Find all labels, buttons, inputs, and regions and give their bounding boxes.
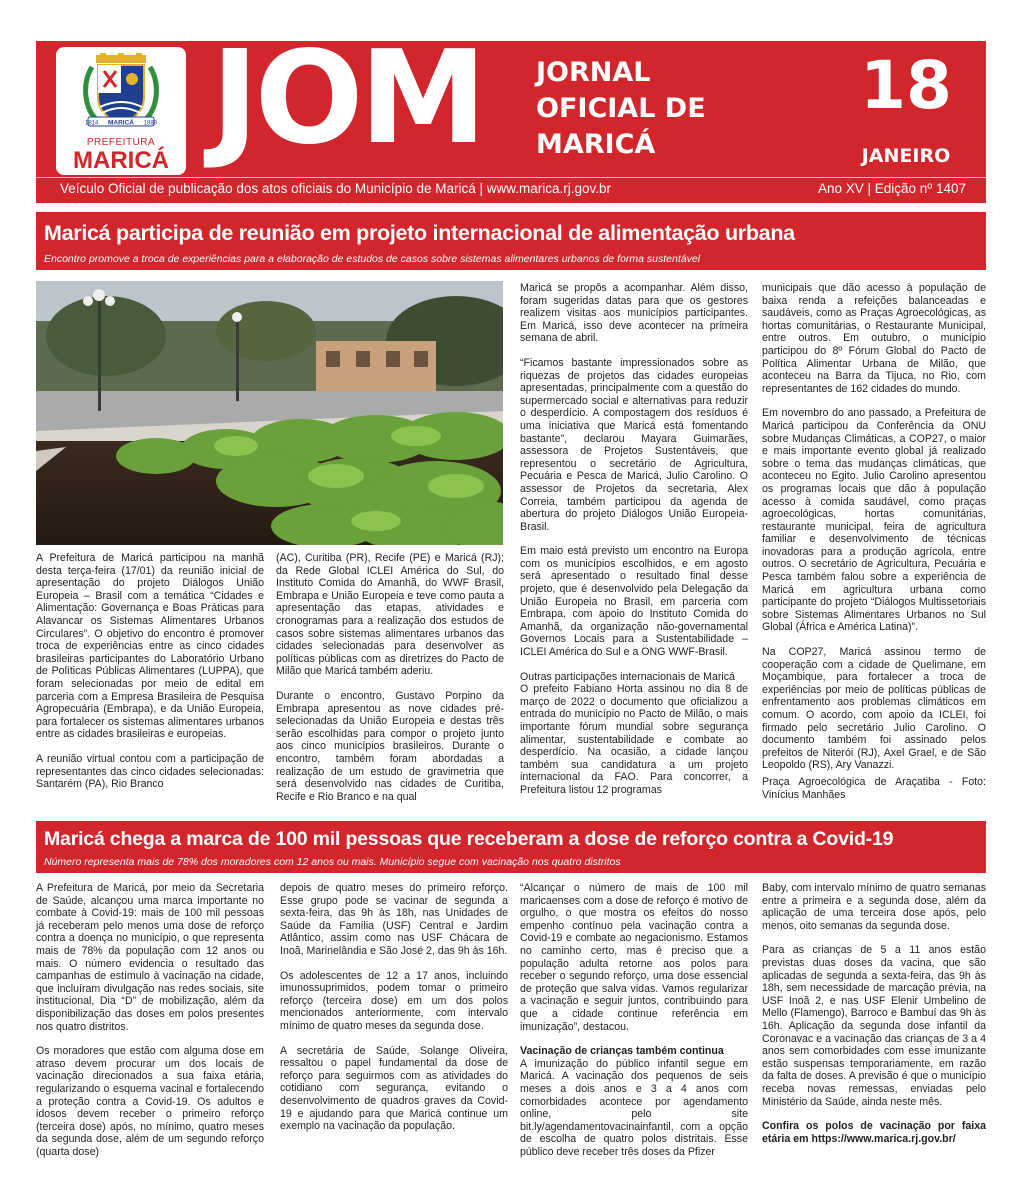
article2-paragraph: A imunização do público infantil segue em Maricá. A vacinação dos pequenos de seis meses a dois anos e 3 a 4 anos com comorbidades acontece por agendamento online, pelo site bit.ly/agendamentovacinainfantil, com a opção de escolha de quatro polos distritais. Esse público deve receber três doses da Pfizer bbox=[520, 1057, 748, 1158]
crest-banner-text bbox=[82, 117, 160, 127]
article2-paragraph: “Alcançar o número de mais de 100 mil maricaenses com a dose de reforço é motivo de orgulho, o que mostra os efeitos do nosso empenho contínuo pela vacinação contra a Covid-19 e combate ao negacionismo. Estamos no caminho certo, mas é preciso que a população adulta retorne aos polos para receber o segundo reforço, uma dose essencial de proteção que salva vidas. Vamos regularizar a vacinação e seguir juntos, contribuindo para que a cidade continue referência em imunização”, destacou. bbox=[520, 882, 748, 1033]
article1-column-1 bbox=[36, 552, 264, 803]
article1-paragraph: Maricá se propôs a acompanhar. Além disso, foram sugeridas datas para que os gestores realizem visitas aos municípios participantes. Em Maricá, isso deve acontecer na primeira semana de abril. bbox=[520, 282, 748, 345]
issue-day: 18 bbox=[860, 47, 952, 124]
svg-text:MARICÁ: MARICÁ bbox=[108, 119, 134, 127]
article2-paragraph: Para as crianças de 5 a 11 anos estão previstas duas doses da vacina, que são aplicadas de segunda a sexta-feira, das 9h às 18h, sem necessidade de marcação prévia, na USF Inoã 2, e nas USF Elenir Umbelino de Mello (Flamengo), Barroco e Bambuí das 9h às 16h. Aplicação da segunda dose infantil da Coronavac e a vacinação das crianças de 3 a 4 anos sem comorbidades com esse imunizante estão suspensas temporariamente, em razão da falta de doses. A previsão é que o município receba novas remessas, enviadas pelo Ministério da Saúde, ainda neste mês. bbox=[762, 944, 986, 1108]
article1-section-heading: Outras participações internacionais de Maricá bbox=[520, 670, 735, 683]
article2-column-4 bbox=[762, 882, 986, 1157]
article2-column-3 bbox=[520, 882, 748, 1170]
issue-month: JANEIRO bbox=[861, 145, 951, 167]
article1-photo bbox=[36, 281, 503, 545]
article2-paragraph: A secretária de Saúde, Solange Oliveira, ressaltou o papel fundamental da dose de reforço para seguirmos com as atividades do cotidiano com segurança, evitando o desenvolvimento de quadros graves da Covid-19 e ajudando para que Maricá continue um exemplo na vacinação da população. bbox=[280, 1044, 508, 1133]
jornal-line-2: OFICIAL DE bbox=[536, 93, 706, 124]
logo-prefeitura-text: PREFEITURA bbox=[86, 137, 156, 148]
svg-text:1814: 1814 bbox=[85, 120, 99, 127]
masthead-tagline: Veículo Oficial de publicação dos atos oficiais do Município de Maricá | www.marica.rj.gov.br bbox=[60, 181, 612, 196]
article1-column-4 bbox=[762, 282, 986, 813]
article1-paragraph: “Ficamos bastante impressionados sobre as riquezas de projetos das cidades europeias apresentadas, principalmente com a questão do supermercado social e alternativas para reduzir o desperdício. A compostagem dos resíduos é uma iniciativa que Maricá está fomentando bastante”, declarou Mayara Guimarães, assessora de Projetos Sustentáveis, que representou o secretário de Agricultura, Pecuária e Pesca de Maricá, Julio Carolino. O assessor de Projetos da secretaria, Alex Correia, também participou da agenda de abertura do projeto Diálogos União Europeia- Brasil. bbox=[520, 356, 748, 533]
article1-paragraph: Na COP27, Maricá assinou termo de cooperação com a cidade de Quelimane, em Moçambique, para fortalecer a troca de experiências por meio de políticas públicas de enfrentamento aos problemas climáticos em comum. O acordo, com apoio da ICLEI, foi firmado pelo secretário Julio Carolino. O documento também foi assinado pelos prefeitos de Niterói (RJ), Axel Grael, e de São Leopoldo (RS), Ary Vanazzi. bbox=[762, 646, 986, 772]
article2-paragraph: Baby, com intervalo mínimo de quatro semanas entre a primeira e a segunda dose, além da aplicação de uma terceira dose após, pelo menos, oito semanas da segunda dose. bbox=[762, 882, 986, 932]
article2-paragraph: A Prefeitura de Maricá, por meio da Secretaria de Saúde, alcançou uma marca importante no combate à Covid-19: mais de 100 mil pessoas já receberam pelo menos uma dose de reforço contra a doença no município, o que representa mais de 78% da população com 12 anos ou mais. O número evidencia o resultado das campanhas de estímulo à vacinação na cidade, que incluíram divulgação nas redes sociais, site institucional, Dia “D” de mobilização, além da disponibilização das doses em polos presentes nos quatro distritos. bbox=[36, 882, 264, 1033]
article1-paragraph: A reunião virtual contou com a participação de representantes das cinco cidades selecionadas: Santarém (PA), Rio Branco bbox=[36, 752, 264, 791]
article2-subtitle: Número representa mais de 78% dos moradores com 12 anos ou mais. Município segue com vacinação nos quatro distritos bbox=[44, 856, 621, 868]
jom-wordmark: JOM bbox=[211, 24, 483, 173]
article2-paragraph: Os adolescentes de 12 a 17 anos, incluindo imunossuprimidos, podem tomar o primeiro reforço (terceira dose) em um dos polos mencionados anteriormente, com intervalo mínimo de quatro meses da segunda dose. bbox=[280, 969, 508, 1032]
article1-column-3 bbox=[520, 282, 748, 809]
vaccination-link[interactable]: Confira os polos de vacinação por faixa etária em https://www.marica.rj.gov.br/ bbox=[762, 1120, 986, 1145]
masthead bbox=[36, 24, 986, 203]
article1-header bbox=[36, 212, 986, 270]
article1-paragraph: A Prefeitura de Maricá participou na manhã desta terça-feira (17/01) da reunião inicial de apresentação do projeto Diálogos União Europeia – Brasil com a temática “Cidades e Alimentação: Governança e Boas Práticas para Alavancar os Sistemas Alimentares Urbanos Circulares”. O objetivo do encontro é promover troca de experiências entre as cinco cidades brasileiras participantes do Laboratório Urbano de Políticas Públicas Alimentares (LUPPA), que foram selecionadas por meio de edital em parceria com a Empresa Brasileira de Pesquisa Agropecuária (Embrapa), e da União Europeia, para fortalecer os sistemas alimentares urbanos entre as cidades brasileiras e europeias. bbox=[36, 552, 264, 741]
jornal-line-1: JORNAL bbox=[536, 57, 651, 88]
prefeitura-logo[interactable] bbox=[56, 47, 186, 175]
article1-paragraph: Em novembro do ano passado, a Prefeitura de Maricá participou da Conferência da ONU sobre Mudanças Climáticas, a COP27, o maior e mais importante evento global já realizado sobre o tema das mudanças climáticas, que aconteceu no Egito. Julio Carolino apresentou os programas locais que dão à população acesso à comida saudável, como praças agroecológicas, hortas comunitárias, restaurante municipal, feira de agricultura familiar e desenvolvimento de técnicas inovadoras para a produção agrícola, entre outros. O secretário de Agricultura, Pecuária e Pesca também falou sobre a experiência de Maricá em agricultura urbana como participante do projeto “Diálogos Multissetoriais sobre Sistemas Alimentares Urbanos no Sul Global (África e América Latina)”. bbox=[762, 407, 986, 634]
article1-paragraph: Durante o encontro, Gustavo Porpino da Embrapa apresentou as nove cidades pré-selecionadas da União Europeia e destas três serão escolhidas para compor o projeto junto aos cinco municípios brasileiros. Durante o encontro, também foram abordadas a realização de um estudo de gravimetria que será desenvolvido nas cidades de Curitiba, Recife e Rio Branco e na qual bbox=[276, 689, 504, 803]
article1-column-2 bbox=[276, 552, 504, 815]
article2-column-1 bbox=[36, 882, 264, 1170]
edition-number: Ano XV | Edição nº 1407 bbox=[817, 181, 966, 196]
svg-text:1889: 1889 bbox=[143, 120, 157, 127]
article2-column-2 bbox=[280, 882, 508, 1145]
article2-paragraph: Os moradores que estão com alguma dose em atraso devem procurar um dos locais de vacinação direcionados a sua faixa etária, regularizando o esquema vacinal e fortalecendo a proteção contra a Covid-19. Os adultos e idosos devem receber o primeiro reforço (terceira dose) após, no mínimo, quatro meses da segunda dose, além de um segundo reforço (quarta dose) bbox=[36, 1045, 264, 1158]
article1-title[interactable]: Maricá participa de reunião em projeto internacional de alimentação urbana bbox=[44, 221, 795, 245]
article2-paragraph: depois de quatro meses do primeiro reforço. Esse grupo pode se vacinar de segunda a sexta-feira, das 9h às 18h, nas Unidades de Saúde da Família (USF) Central e Jardim Atlântico, assim como nas USF Chácara de Inoã, Marinelândia e São José 2, das 9h às 16h. bbox=[280, 882, 508, 957]
article1-subtitle: Encontro promove a troca de experiências para a elaboração de estudos de casos sobre sistemas alimentares urbanos de forma sustentável bbox=[44, 253, 701, 265]
article1-paragraph: municipais que dão acesso à população de baixa renda a refeições balanceadas e saudáveis, como as Praças Agroecológicas, as hortas comunitárias, o Restaurante Municipal, entre outros. Em outubro, o município participou do 8º Fórum Global do Pacto de Política Alimentar Urbana de Milão, que aconteceu na Barra da Tijuca, no Rio, com representantes de 162 cidades do mundo. bbox=[762, 282, 986, 395]
article1-paragraph: O prefeito Fabiano Horta assinou no dia 8 de março de 2022 o documento que oficializou a entrada do município no Pacto de Milão, o mais importante fórum mundial sobre segurança alimentar, sustentabilidade e combate ao desperdício. Na ocasião, a cidade lançou também sua candidatura a um projeto internacional da FAO. Para concorrer, a Prefeitura listou 12 programas bbox=[520, 683, 748, 796]
article2-section-heading: Vacinação de crianças também continua bbox=[520, 1045, 724, 1058]
article2-title[interactable]: Maricá chega a marca de 100 mil pessoas que receberam a dose de reforço contra a Covid-19 bbox=[44, 828, 894, 850]
jornal-line-3: MARICÁ bbox=[536, 129, 656, 160]
masthead-divider bbox=[36, 177, 986, 178]
article2-header bbox=[36, 821, 986, 873]
article1-paragraph: Em maio está previsto um encontro na Europa com os municípios escolhidos, e em agosto será apresentado o resultado final desse projeto, que é desenvolvido pela Delegação da União Europeia no Brasil, em parceria com Embrapa, com apoio do Instituto Comida do Amanhã, da organização não-governamental Governos Locais para a Sustentabilidade – ICLEI América do Sul e a ONG WWF-Brasil. bbox=[520, 545, 748, 659]
garden-photo-illustration bbox=[36, 281, 503, 545]
logo-marica-text: MARICÁ bbox=[73, 147, 169, 174]
photo-caption: Praça Agroecológica de Araçatiba - Foto: Vinícius Manhães bbox=[762, 775, 986, 801]
jornal-title bbox=[536, 55, 736, 163]
article1-paragraph: (AC), Curitiba (PR), Recife (PE) e Maricá (RJ); da Rede Global ICLEI América do Sul, do Instituto Comida do Amanhã, do WWF Brasil, Embrapa e União Europeia e teve como pauta a apresentação das etapas, atividades e cronogramas para a realização dos estudos de casos sobre sistemas alimentares urbanos das cidades selecionadas para desenvolver as políticas públicas com as diretrizes do Pacto de Milão que Maricá também aderiu. bbox=[276, 552, 504, 678]
